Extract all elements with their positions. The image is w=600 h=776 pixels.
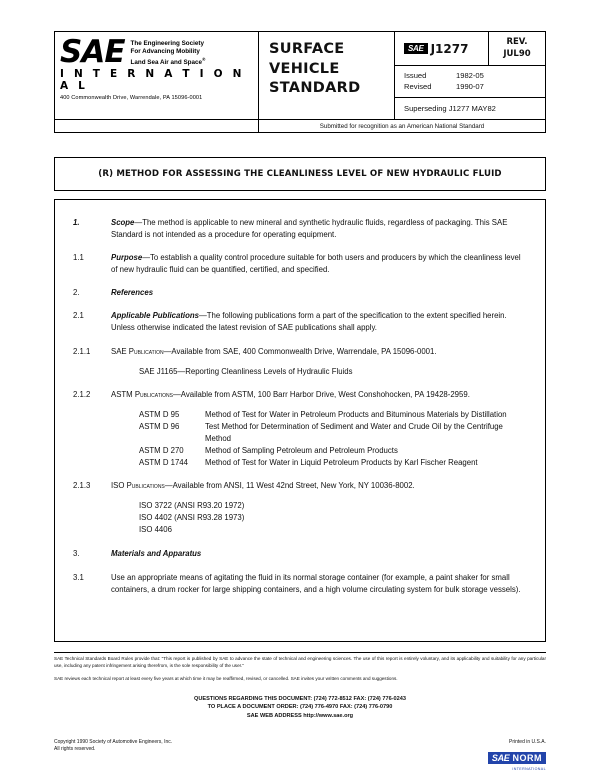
clause-astm-pubs-body: —Available from ASTM, 100 Barr Harbor Drive, West Conshohocken, PA 19428-2959. [173, 389, 470, 399]
revision-value: JUL90 [503, 49, 531, 60]
list-item: ISO 4406 [139, 525, 172, 535]
clause-materials-number: 3. [73, 549, 80, 559]
clause-iso-publications [73, 480, 525, 492]
footer-orders-line: TO PLACE A DOCUMENT ORDER: (724) 776-4970 FAX: (724) 776-0790 [207, 704, 393, 711]
saenorm-logo [488, 752, 546, 764]
footer-questions-line: QUESTIONS REGARDING THIS DOCUMENT: (724) 772-8512 FAX: (724) 776-0243 [193, 695, 406, 702]
astm-title: Method of Test for Water in Liquid Petroleum Products by Karl Fischer Reagent [205, 458, 478, 468]
list-item: ISO 3722 (ANSI R93.20 1972) [139, 501, 245, 511]
clause-iso-pubs-number: 2.1.3 [73, 481, 91, 491]
page-title: (R) METHOD FOR ASSESSING THE CLEANLINESS LEVEL OF NEW HYDRAULIC FLUID [54, 157, 546, 191]
astm-publication-list [139, 409, 525, 469]
document-body [54, 199, 546, 642]
clause-applicable-text [111, 310, 525, 334]
clause-sae-pubs-number: 2.1.1 [73, 346, 91, 356]
sae-tagline-line-1 [131, 40, 206, 48]
doc-type-line-3: STANDARD [269, 80, 361, 97]
header-main-row [55, 32, 545, 119]
saenorm-watermark [488, 748, 546, 771]
astm-code: ASTM D 1744 [139, 458, 188, 468]
clause-iso-pubs-text [111, 480, 525, 492]
footer-disclaimer-2: SAE reviews each technical report at least every five years at which time it may be reaffirmed, revised, or cancelled. SAE invites your written comments and suggestions. [54, 676, 398, 682]
dates-cell [395, 66, 545, 98]
clause-scope-body: —The method is applicable to new mineral and synthetic hydraulic fluids, regardless of packaging. This SAE Standard is not intended as a procedure for operating equipment. [111, 218, 508, 240]
clause-astm-publications [73, 389, 525, 401]
superseding-note: Superseding J1277 MAY82 [404, 103, 496, 113]
tagline-3: Land Sea Air and Space [130, 58, 203, 66]
clause-materials-item-text: Use an appropriate means of agitating the fluid in its normal storage container (for example, a paint shaker for small containers, a drum rocker for large shipping containers, and a high volume circulating system for bulk storage vessels). [111, 572, 521, 594]
astm-title: Test Method for Determination of Sediment and Water and Crude Oil by the Centrifuge Method [205, 421, 503, 443]
revision-cell [489, 32, 545, 65]
doc-number: J1277 [430, 41, 469, 56]
saenorm-sae-text: SAE [491, 753, 510, 763]
doc-type-line-1: SURFACE [269, 41, 345, 57]
clause-scope-lead: Scope [111, 218, 135, 227]
clause-purpose-text [111, 252, 525, 276]
clause-applicable-body: —The following publications form a part of the specification to the extent specified herein. Unless otherwise indicated the latest revision of SAE publications shall apply. [111, 311, 507, 333]
clause-astm-pubs-heading: ASTM Publications [111, 389, 173, 399]
astm-code: ASTM D 270 [139, 446, 184, 456]
sae-tagline [131, 38, 206, 67]
tagline-2: For Advancing Mobility [130, 48, 200, 56]
list-item [139, 457, 525, 469]
sae-badge-icon: SAE [404, 43, 428, 54]
printed-in-label: Printed in U.S.A. [509, 739, 546, 745]
astm-code: ASTM D 96 [139, 421, 180, 431]
document-type-block [259, 32, 395, 119]
submitted-row [55, 119, 545, 132]
sae-wordmark: SAE [60, 34, 125, 70]
document-footer [54, 652, 546, 720]
document-header [54, 31, 546, 133]
document-meta-block [395, 32, 545, 119]
iso-publication-list [139, 500, 525, 536]
sae-address: 400 Commonwealth Drive, Warrendale, PA 15096-0001 [60, 95, 203, 102]
astm-code: ASTM D 95 [139, 409, 180, 419]
clause-applicable-publications [73, 310, 525, 334]
revised-row [404, 81, 545, 92]
astm-title: Method of Sampling Petroleum and Petroleum Products [205, 446, 398, 456]
clause-sae-pubs-text [111, 346, 525, 358]
issued-value: 1982-05 [456, 71, 484, 80]
sae-logo-row [60, 34, 253, 70]
clause-scope-number: 1. [73, 218, 80, 227]
clause-purpose [73, 252, 525, 276]
list-item: SAE J1165—Reporting Cleanliness Levels of Hydraulic Fluids [139, 366, 353, 376]
list-item: ISO 4402 (ANSI R93.28 1973) [139, 513, 245, 523]
clause-sae-pubs-heading: SAE Publication [111, 346, 164, 356]
footer-contact [54, 695, 546, 720]
submitted-note: Submitted for recognition as an American National Standard [319, 122, 485, 130]
sae-publication-list [139, 366, 525, 378]
revised-value: 1990-07 [456, 82, 484, 92]
clause-references-title: References [111, 288, 154, 298]
clause-iso-pubs-body: —Available from ANSI, 11 West 42nd Street, New York, NY 10036-8002. [164, 481, 415, 491]
doc-number-row [395, 32, 545, 66]
footer-web-line: SAE WEB ADDRESS http://www.sae.org [246, 712, 354, 719]
sae-international-word: I N T E R N A T I O N A L [60, 68, 245, 93]
doc-type-line-2: VEHICLE [269, 60, 340, 77]
list-item [139, 409, 525, 421]
issued-row [404, 70, 545, 81]
clause-scope [73, 217, 525, 241]
list-item [139, 421, 525, 445]
clause-iso-pubs-heading: ISO Publications [111, 481, 165, 491]
issued-label: Issued [404, 71, 427, 80]
copyright-line-1: Copyright 1990 Society of Automotive Engineers, Inc. [54, 739, 173, 745]
revised-label: Revised [404, 82, 432, 92]
clause-purpose-body: —To establish a quality control procedure suitable for both users and producers by which the cleanliness level of new hydraulic fluid can be quantified, certified, and specified. [111, 253, 521, 275]
doc-number-cell [395, 32, 489, 65]
sae-tagline-line-3 [131, 57, 206, 67]
clause-applicable-lead: Applicable Publications [111, 311, 199, 321]
clause-astm-pubs-text [111, 389, 525, 401]
clause-purpose-number: 1.1 [73, 253, 84, 263]
clause-astm-pubs-number: 2.1.2 [73, 389, 91, 399]
revision-label: REV. [506, 37, 528, 47]
submitted-spacer [55, 120, 259, 132]
saenorm-norm-text: NORM [512, 753, 542, 763]
copyright-line-2: All rights reserved. [54, 746, 96, 753]
tagline-1: The Engineering Society [130, 40, 204, 47]
copyright-block [54, 739, 172, 754]
astm-title: Method of Test for Water in Petroleum Products and Bituminous Materials by Distillation [205, 409, 507, 419]
clause-materials-heading [73, 548, 525, 560]
clause-references-number: 2. [73, 288, 80, 298]
clause-purpose-lead: Purpose [111, 253, 143, 263]
clause-references-heading [73, 287, 525, 299]
footer-divider [54, 652, 546, 653]
clause-applicable-number: 2.1 [73, 311, 84, 321]
clause-materials-title: Materials and Apparatus [111, 549, 202, 559]
registered-mark-icon: ® [202, 56, 206, 62]
saenorm-subtitle: INTERNATIONAL [512, 767, 546, 771]
clause-scope-text [111, 217, 525, 241]
sae-logo-block [55, 32, 259, 119]
clause-sae-pubs-body: —Available from SAE, 400 Commonwealth Drive, Warrendale, PA 15096-0001. [163, 346, 437, 356]
clause-materials-item [73, 572, 525, 596]
clause-sae-publications [73, 346, 525, 358]
clause-materials-item-number: 3.1 [73, 572, 84, 582]
footer-disclaimer-1: SAE Technical Standards Board Rules provide that: "This report is published by SAE to advance the state of technical and engineering sciences. The use of this report is entirely voluntary, and its applicability and suitability for any particular use, including any patent infringement arising therefrom, is the sole responsibility of the user." [54, 656, 546, 668]
sae-tagline-line-2 [131, 48, 206, 56]
list-item [139, 445, 525, 457]
